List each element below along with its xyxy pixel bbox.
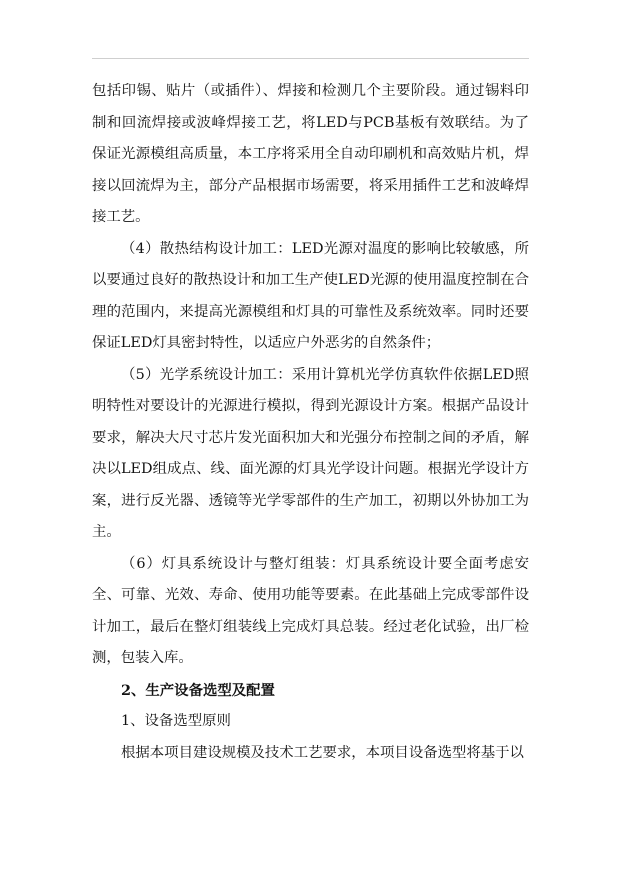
paragraph-process-continuation: 包括印锡、贴片（或插件）、焊接和检测几个主要阶段。通过锡料印制和回流焊接或波峰焊接工艺，将LED与PCB基板有效联结。为了保证光源模组高质量，本工序将采用全自动印刷机和高效贴片机，焊接以回流焊为主，部分产品根据市场需要，将采用插件工艺和波峰焊接工艺。	[92, 83, 529, 225]
document-body	[92, 76, 529, 769]
paragraph-heat-dissipation: （4）散热结构设计加工：LED光源对温度的影响比较敏感，所以要通过良好的散热设计和加工生产使LED光源的使用温度控制在合理的范围内，来提高光源模组和灯具的可靠性及系统效率。同时还要保证LED灯具密封特性，以适应户外恶劣的自然条件；	[92, 240, 529, 351]
paragraph-equipment-selection: 根据本项目建设规模及技术工艺要求，本项目设备选型将基于以	[121, 744, 524, 761]
paragraph-luminaire-assembly: （6）灯具系统设计与整灯组装：灯具系统设计要全面考虑安全、可靠、光效、寿命、使用功能等要素。在此基础上完成零部件设计加工，最后在整灯组装线上完成灯具总装。经过老化试验，出厂检测，包装入库。	[92, 555, 529, 666]
paragraph-optical-system: （5）光学系统设计加工：采用计算机光学仿真软件依据LED照明特性对要设计的光源进行模拟，得到光源设计方案。根据产品设计要求，解决大尺寸芯片发光面积加大和光强分布控制之间的矛盾，解决以LED组成点、线、面光源的灯具光学设计问题。根据光学设计方案，进行反光器、透镜等光学零部件的生产加工，初期以外协加工为主。	[92, 366, 529, 540]
header-divider	[92, 58, 529, 59]
section-heading: 2、生产设备选型及配置	[121, 681, 275, 699]
subsection-heading: 1、设备选型原则	[121, 713, 231, 729]
